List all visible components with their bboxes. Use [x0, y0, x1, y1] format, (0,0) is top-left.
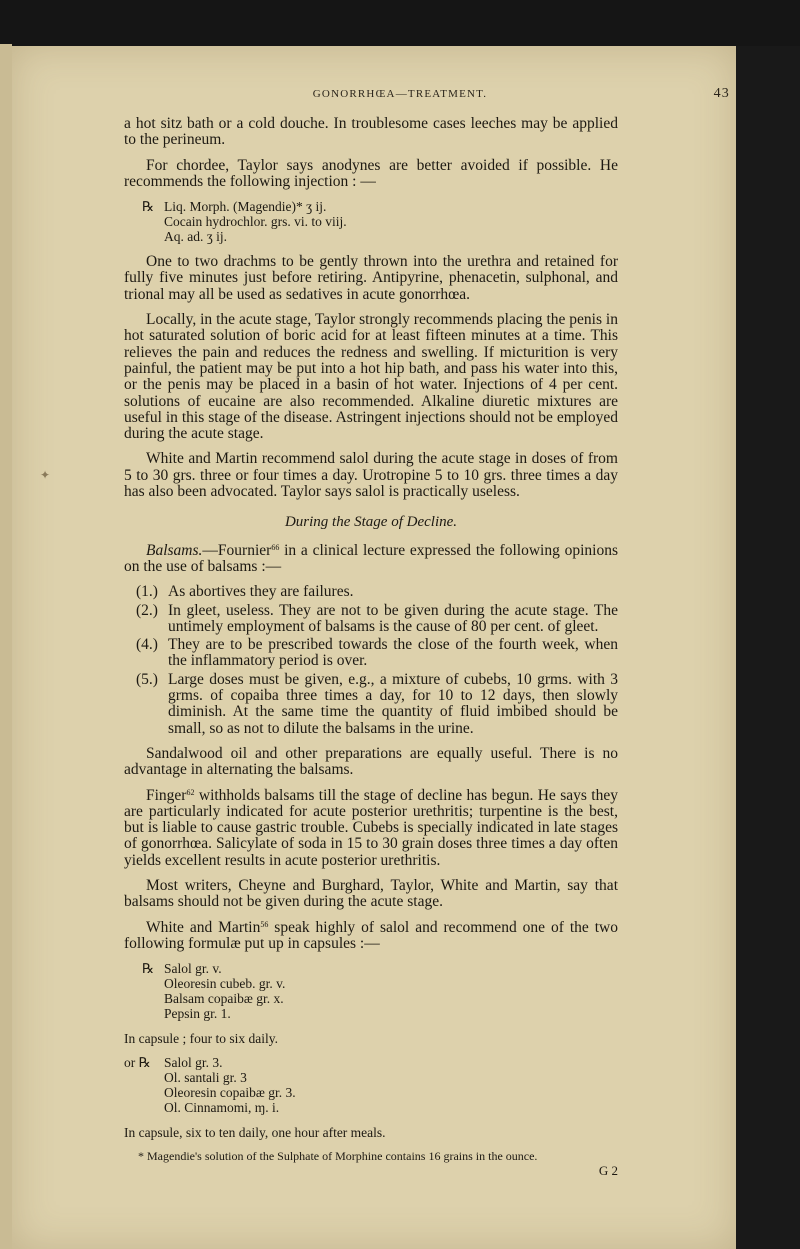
- margin-mark: ✦: [40, 468, 51, 482]
- paragraph: White and Martin$^{56}$ speak highly of salol and recommend one of the two following formulæ put up in capsules :—: [124, 918, 618, 952]
- running-header: [70, 88, 730, 106]
- prescription-line: ℞ Liq. Morph. (Magendie)* ʒ ij.: [142, 199, 327, 215]
- paragraph: Finger$^{62}$ withholds balsams till the stage of decline has begun. He says they are particularly indicated for acute posterior urethritis; turpentine is the best, but is liable to cause gastric trouble. Cubebs is specially indicated in late stages of gonorrhœa. Salicylate of soda in 15 to 30 grain doses three times a day often yields excellent results in acute posterior urethritis.: [124, 786, 618, 869]
- prescription-line: ℞ Salol gr. v.: [142, 961, 222, 977]
- prescription: [142, 199, 618, 244]
- paragraph: White and Martin recommend salol during the acute stage in doses of from 5 to 30 grs. three or four times a day. Urotropine 5 to 10 grs. three times a day has also been advocated. Taylor says salol is practically useless.: [124, 450, 618, 501]
- prescription-line: Ol. Cinnamomi, ɱ. i.: [164, 1100, 280, 1116]
- paragraph: For chordee, Taylor says anodynes are better avoided if possible. He recommends the following injection : —: [124, 156, 618, 190]
- prescription-line: Balsam copaibæ gr. x.: [164, 991, 284, 1007]
- run-in-heading: Balsams.: [146, 541, 203, 559]
- paragraph: Balsams.—Fournier$^{66}$ in a clinical lecture expressed the following opinions on the use of balsams :—: [124, 541, 618, 575]
- signature-mark: G 2: [598, 1163, 618, 1179]
- recipe-symbol: ℞: [142, 961, 155, 977]
- list-item: (5.) Large doses must be given, e.g., a mixture of cubebs, 10 grms. with 3 grms. of copaiba three times a day, for 10 to 12 days, then slowly diminish. At the same time the quantity of fluid imbibed should be small, so as not to dilute the balsams in the urine.: [136, 670, 618, 737]
- reference-number: 66: [271, 542, 280, 552]
- reference-number: 62: [186, 787, 195, 797]
- page-number: 43: [713, 86, 730, 101]
- prescription-line: Ol. santali gr. 3: [164, 1070, 247, 1086]
- paragraph: Most writers, Cheyne and Burghard, Taylor, White and Martin, say that balsams should not be given during the acute stage.: [124, 876, 618, 911]
- prescription-note: In capsule ; four to six daily.: [124, 1031, 278, 1047]
- list-item: (1.) As abortives they are failures.: [136, 583, 354, 601]
- prescription-line: Oleoresin cubeb. gr. v.: [164, 976, 286, 992]
- recipe-symbol: or ℞: [124, 1055, 151, 1071]
- section-heading: During the Stage of Decline.: [284, 514, 458, 531]
- paragraph: One to two drachms to be gently thrown into the urethra and retained for fully five minutes just before retiring. Antipyrine, phenacetin, sulphonal, and trional may all be used as sedatives in acute gonorrhœa.: [124, 253, 618, 303]
- previous-page-edge: [0, 44, 12, 1249]
- prescription: [124, 1055, 618, 1115]
- footnote: * Magendie's solution of the Sulphate of Morphine contains 16 grains in the ounce.: [138, 1149, 538, 1164]
- list-item: (4.) They are to be prescribed towards the close of the fourth week, when the inflammatory period is over.: [136, 636, 618, 670]
- prescription-line: Cocain hydrochlor. grs. vi. to viij.: [164, 214, 347, 230]
- paragraph: a hot sitz bath or a cold douche. In troublesome cases leeches may be applied to the perineum.: [124, 115, 618, 149]
- prescription-line: or ℞ Salol gr. 3.: [124, 1055, 223, 1071]
- prescription-note: In capsule, six to ten daily, one hour after meals.: [124, 1125, 386, 1141]
- page-shadow: [736, 46, 800, 1249]
- running-title: GONORRHŒA—TREATMENT.: [312, 88, 488, 100]
- paragraph: Locally, in the acute stage, Taylor strongly recommends placing the penis in hot saturated solution of boric acid for at least fifteen minutes at a time. This relieves the pain and reduces the redness and swelling. If micturition is very painful, the patient may be put into a hot hip bath, and pass his water into this, or the penis may be placed in a basin of hot water. Injections of 4 per cent. solutions of eucaine are also recommended. Alkaline diuretic mixtures are useful in this stage of the disease. Astringent injections should not be employed during the acute stage.: [124, 311, 618, 443]
- prescription-line: Pepsin gr. 1.: [164, 1006, 231, 1022]
- reference-number: 56: [260, 919, 269, 929]
- paragraph: Sandalwood oil and other preparations are equally useful. There is no advantage in alternating the balsams.: [124, 744, 618, 779]
- page-body: [124, 116, 618, 1179]
- prescription: [142, 961, 618, 1021]
- list-item: (2.) In gleet, useless. They are not to be given during the acute stage. The untimely employment of balsams is the cause of 80 per cent. of gleet.: [136, 601, 618, 635]
- recipe-symbol: ℞: [142, 199, 155, 215]
- prescription-line: Aq. ad. ʒ ij.: [164, 229, 227, 245]
- prescription-line: Oleoresin copaibæ gr. 3.: [164, 1085, 296, 1101]
- opinions-list: [124, 584, 618, 737]
